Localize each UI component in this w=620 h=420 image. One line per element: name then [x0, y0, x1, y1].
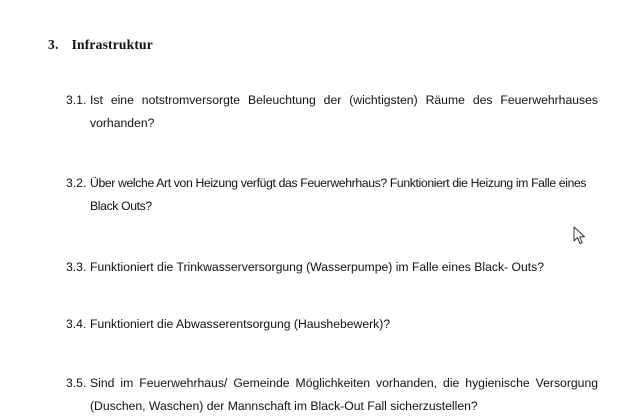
list-item-3-3 — [66, 256, 598, 279]
item-number: 3.5. — [66, 376, 87, 390]
mouse-pointer-icon — [573, 226, 587, 246]
section-title: Infrastruktur — [71, 37, 153, 52]
list-item-3-5 — [66, 372, 598, 418]
list-item-3-1 — [66, 89, 598, 135]
item-text: Sind im Feuerwehrhaus/ Gemeinde Möglichkeiten vorhanden, die hygienische Versorgung (Duschen, Waschen) der Mannschaft im Black-Out Fall sicherzustellen? — [90, 376, 598, 413]
list-item-3-2 — [66, 172, 598, 218]
item-text: Ist eine notstromversorgte Beleuchtung der (wichtigsten) Räume des Feuerwehrhauses vorhanden? — [90, 93, 598, 130]
section-heading — [48, 37, 153, 53]
item-number: 3.1. — [66, 93, 87, 107]
section-number: 3. — [48, 37, 59, 52]
item-number: 3.3. — [66, 260, 87, 274]
item-text: Funktioniert die Trinkwasserversorgung (Wasserpumpe) im Falle eines Black- Outs? — [90, 260, 545, 274]
item-number: 3.2. — [66, 176, 87, 190]
item-number: 3.4. — [66, 317, 87, 331]
item-text: Funktioniert die Abwasserentsorgung (Haushebewerk)? — [90, 317, 391, 331]
item-text: Über welche Art von Heizung verfügt das Feuerwehrhaus? Funktioniert die Heizung im Falle eines Black Outs? — [90, 176, 587, 213]
list-item-3-4 — [66, 313, 598, 336]
